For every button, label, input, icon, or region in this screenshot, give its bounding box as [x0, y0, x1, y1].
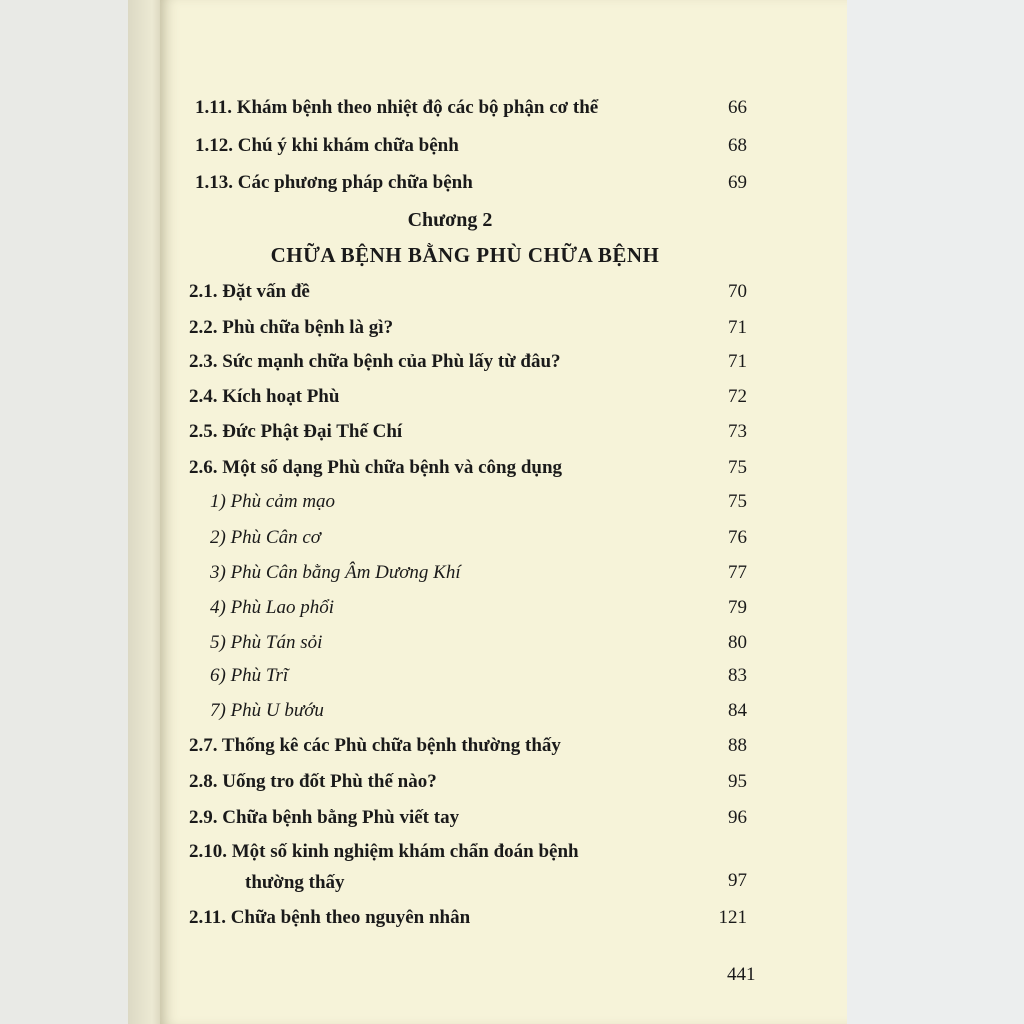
toc-entry: 2.3. Sức mạnh chữa bệnh của Phù lấy từ đâu? — [189, 351, 561, 372]
background — [847, 0, 1024, 1024]
toc-page-number: 75 — [728, 491, 747, 512]
toc-entry: 2.11. Chữa bệnh theo nguyên nhân — [189, 907, 471, 928]
toc-entry: 1.12. Chú ý khi khám chữa bệnh — [195, 135, 459, 156]
toc-page-number: 121 — [718, 907, 747, 928]
toc-entry: 2.9. Chữa bệnh bằng Phù viết tay — [189, 807, 460, 828]
toc-page-number: 84 — [728, 700, 747, 721]
page-number: 441 — [727, 964, 756, 985]
toc-sub-entry: 7) Phù U bướu — [210, 700, 324, 721]
toc-page-number: 96 — [728, 807, 747, 828]
toc-entry: 2.10. Một số kinh nghiệm khám chẩn đoán bệnh — [189, 841, 579, 862]
toc-page-number: 75 — [728, 457, 747, 478]
toc-sub-entry: 4) Phù Lao phổi — [210, 597, 335, 618]
chapter-title: CHỮA BỆNH BẰNG PHÙ CHỮA BỆNH — [270, 243, 660, 267]
toc-page-number: 71 — [728, 351, 747, 372]
toc-entry-continuation: thường thấy — [245, 872, 345, 893]
toc-entry: 2.8. Uống tro đốt Phù thế nào? — [189, 771, 437, 792]
toc-page-number: 97 — [728, 870, 747, 891]
chapter-label: Chương 2 — [407, 209, 493, 231]
toc-entry: 2.2. Phù chữa bệnh là gì? — [189, 317, 394, 338]
toc-entry: 1.11. Khám bệnh theo nhiệt độ các bộ phận cơ thể — [195, 97, 599, 118]
toc-sub-entry: 6) Phù Trĩ — [210, 665, 289, 686]
toc-page-number: 73 — [728, 421, 747, 442]
toc-page-number: 77 — [728, 562, 747, 583]
toc-page-number: 66 — [728, 97, 747, 118]
toc-page-number: 95 — [728, 771, 747, 792]
toc-page-number: 70 — [728, 281, 747, 302]
toc-sub-entry: 3) Phù Cân bằng Âm Dương Khí — [210, 562, 461, 583]
toc-entry: 2.4. Kích hoạt Phù — [189, 386, 340, 407]
toc-page-number: 76 — [728, 527, 747, 548]
toc-page-number: 72 — [728, 386, 747, 407]
toc-sub-entry: 2) Phù Cân cơ — [210, 527, 321, 548]
toc-sub-entry: 5) Phù Tán sỏi — [210, 632, 323, 653]
toc-entry: 2.1. Đặt vấn đề — [189, 281, 310, 302]
toc-page-number: 83 — [728, 665, 747, 686]
toc-page-number: 71 — [728, 317, 747, 338]
toc-sub-entry: 1) Phù cảm mạo — [210, 491, 336, 512]
toc-entry: 2.5. Đức Phật Đại Thế Chí — [189, 421, 403, 442]
toc-page-number: 69 — [728, 172, 747, 193]
toc-entry: 2.6. Một số dạng Phù chữa bệnh và công dụng — [189, 457, 563, 478]
toc-page-number: 79 — [728, 597, 747, 618]
toc-page-number: 88 — [728, 735, 747, 756]
toc-page-number: 68 — [728, 135, 747, 156]
toc-entry: 1.13. Các phương pháp chữa bệnh — [195, 172, 473, 193]
toc-page-number: 80 — [728, 632, 747, 653]
toc-entry: 2.7. Thống kê các Phù chữa bệnh thường thấy — [189, 735, 561, 756]
